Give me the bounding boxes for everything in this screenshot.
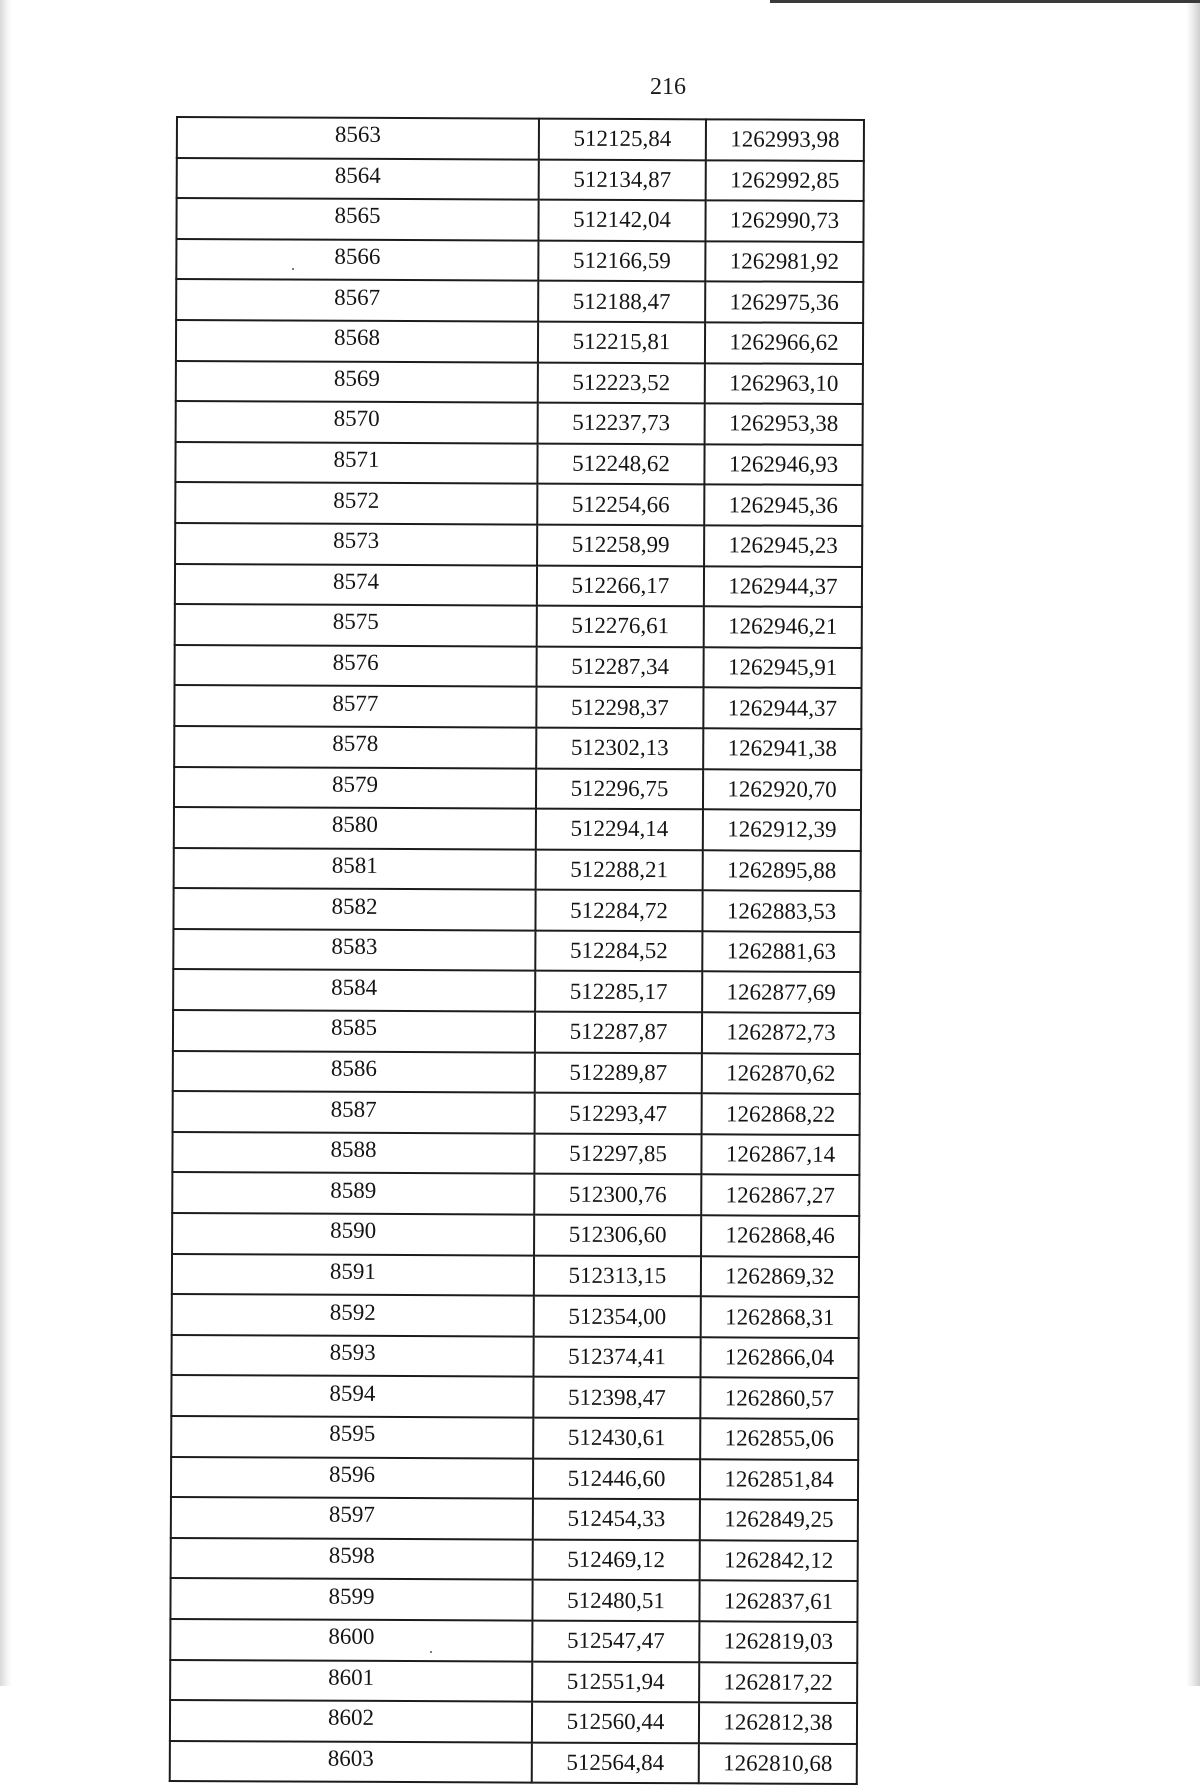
table-row <box>173 1091 860 1135</box>
table-row <box>176 320 863 364</box>
point-number-cell: 8590 <box>172 1213 534 1255</box>
point-number-cell: 8598 <box>171 1538 533 1580</box>
table-row <box>170 1741 857 1785</box>
x-coordinate-cell: 512285,17 <box>535 971 702 1012</box>
table-row <box>170 1619 857 1663</box>
x-coordinate-cell: 512297,85 <box>534 1133 701 1174</box>
table-row <box>174 848 861 892</box>
point-number-cell: 8565 <box>176 198 538 240</box>
y-coordinate-cell: 1262975,36 <box>705 282 863 323</box>
x-coordinate-cell: 512430,61 <box>533 1418 700 1459</box>
y-coordinate-cell: 1262945,91 <box>704 647 862 688</box>
x-coordinate-cell: 512134,87 <box>539 159 706 200</box>
table-row <box>174 766 861 810</box>
y-coordinate-cell: 1262953,38 <box>705 403 863 444</box>
x-coordinate-cell: 512294,14 <box>536 809 703 850</box>
x-coordinate-cell: 512142,04 <box>538 200 705 241</box>
point-number-cell: 8600 <box>170 1619 532 1661</box>
point-number-cell: 8575 <box>175 604 537 646</box>
point-number-cell: 8567 <box>176 279 538 321</box>
table-row <box>172 1254 859 1298</box>
point-number-cell: 8577 <box>174 685 536 727</box>
x-coordinate-cell: 512480,51 <box>532 1580 699 1621</box>
x-coordinate-cell: 512547,47 <box>532 1621 699 1662</box>
y-coordinate-cell: 1262842,12 <box>700 1540 858 1581</box>
x-coordinate-cell: 512215,81 <box>538 322 705 363</box>
table-row <box>176 401 863 445</box>
x-coordinate-cell: 512293,47 <box>535 1093 702 1134</box>
point-number-cell: 8587 <box>173 1091 535 1133</box>
x-coordinate-cell: 512551,94 <box>532 1661 699 1702</box>
x-coordinate-cell: 512300,76 <box>534 1174 701 1215</box>
y-coordinate-cell: 1262860,57 <box>700 1378 858 1419</box>
point-number-cell: 8584 <box>173 969 535 1011</box>
table-row <box>172 1172 859 1216</box>
point-number-cell: 8583 <box>173 929 535 971</box>
point-number-cell: 8588 <box>172 1132 534 1174</box>
x-coordinate-cell: 512254,66 <box>537 484 704 525</box>
y-coordinate-cell: 1262881,63 <box>702 931 860 972</box>
point-number-cell: 8582 <box>173 888 535 930</box>
table-row <box>176 279 863 323</box>
y-coordinate-cell: 1262855,06 <box>700 1418 858 1459</box>
table-row <box>177 158 864 202</box>
table-row <box>172 1335 859 1379</box>
table-row <box>172 1213 859 1257</box>
x-coordinate-cell: 512296,75 <box>536 768 703 809</box>
x-coordinate-cell: 512284,72 <box>535 890 702 931</box>
table-row <box>171 1416 858 1460</box>
point-number-cell: 8579 <box>174 766 536 808</box>
point-number-cell: 8578 <box>174 726 536 768</box>
x-coordinate-cell: 512166,59 <box>538 240 705 281</box>
point-number-cell: 8594 <box>171 1375 533 1417</box>
y-coordinate-cell: 1262868,46 <box>701 1215 859 1256</box>
x-coordinate-cell: 512248,62 <box>537 443 704 484</box>
x-coordinate-cell: 512313,15 <box>534 1255 701 1296</box>
y-coordinate-cell: 1262877,69 <box>702 972 860 1013</box>
x-coordinate-cell: 512446,60 <box>533 1458 700 1499</box>
coordinates-table <box>169 116 865 1785</box>
y-coordinate-cell: 1262810,68 <box>699 1743 857 1784</box>
y-coordinate-cell: 1262963,10 <box>705 363 863 404</box>
y-coordinate-cell: 1262992,85 <box>706 160 864 201</box>
table-row <box>175 604 862 648</box>
table-row <box>171 1457 858 1501</box>
y-coordinate-cell: 1262868,22 <box>702 1094 860 1135</box>
point-number-cell: 8573 <box>175 523 537 565</box>
y-coordinate-cell: 1262920,70 <box>703 769 861 810</box>
x-coordinate-cell: 512454,33 <box>533 1499 700 1540</box>
point-number-cell: 8564 <box>177 158 539 200</box>
x-coordinate-cell: 512287,34 <box>537 646 704 687</box>
table-row <box>171 1497 858 1541</box>
x-coordinate-cell: 512287,87 <box>535 1012 702 1053</box>
y-coordinate-cell: 1262966,62 <box>705 322 863 363</box>
table-row <box>175 442 862 486</box>
scan-edge-left <box>0 0 12 1686</box>
y-coordinate-cell: 1262867,27 <box>701 1175 859 1216</box>
y-coordinate-cell: 1262945,23 <box>704 525 862 566</box>
x-coordinate-cell: 512188,47 <box>538 281 705 322</box>
table-row <box>174 726 861 770</box>
y-coordinate-cell: 1262819,03 <box>699 1621 857 1662</box>
table-row <box>175 482 862 526</box>
point-number-cell: 8592 <box>172 1294 534 1336</box>
point-number-cell: 8589 <box>172 1172 534 1214</box>
x-coordinate-cell: 512276,61 <box>537 606 704 647</box>
x-coordinate-cell: 512223,52 <box>538 362 705 403</box>
point-number-cell: 8574 <box>175 564 537 606</box>
y-coordinate-cell: 1262837,61 <box>699 1581 857 1622</box>
x-coordinate-cell: 512298,37 <box>536 687 703 728</box>
x-coordinate-cell: 512306,60 <box>534 1215 701 1256</box>
point-number-cell: 8603 <box>170 1741 532 1783</box>
y-coordinate-cell: 1262812,38 <box>699 1702 857 1743</box>
y-coordinate-cell: 1262872,73 <box>702 1012 860 1053</box>
x-coordinate-cell: 512237,73 <box>538 403 705 444</box>
table-row <box>170 1660 857 1704</box>
scan-edge-right <box>1186 0 1200 1686</box>
scan-speck <box>292 268 294 270</box>
point-number-cell: 8563 <box>177 117 539 159</box>
table-row <box>173 1051 860 1095</box>
table-row <box>174 685 861 729</box>
x-coordinate-cell: 512302,13 <box>536 727 703 768</box>
point-number-cell: 8569 <box>176 361 538 403</box>
point-number-cell: 8576 <box>175 645 537 687</box>
point-number-cell: 8593 <box>172 1335 534 1377</box>
table-row <box>171 1538 858 1582</box>
coordinates-table-wrap <box>169 116 865 1785</box>
point-number-cell: 8596 <box>171 1457 533 1499</box>
table-row <box>175 523 862 567</box>
y-coordinate-cell: 1262883,53 <box>702 891 860 932</box>
y-coordinate-cell: 1262912,39 <box>703 809 861 850</box>
y-coordinate-cell: 1262946,21 <box>704 606 862 647</box>
x-coordinate-cell: 512564,84 <box>532 1742 699 1783</box>
point-number-cell: 8581 <box>174 848 536 890</box>
scan-edge-top <box>770 0 1200 3</box>
table-row <box>177 117 864 161</box>
point-number-cell: 8570 <box>176 401 538 443</box>
y-coordinate-cell: 1262868,31 <box>701 1297 859 1338</box>
x-coordinate-cell: 512125,84 <box>539 119 706 160</box>
point-number-cell: 8568 <box>176 320 538 362</box>
point-number-cell: 8595 <box>171 1416 533 1458</box>
point-number-cell: 8571 <box>175 442 537 484</box>
table-row <box>175 564 862 608</box>
table-row <box>174 807 861 851</box>
x-coordinate-cell: 512284,52 <box>535 930 702 971</box>
table-row <box>173 969 860 1013</box>
y-coordinate-cell: 1262981,92 <box>705 241 863 282</box>
point-number-cell: 8597 <box>171 1497 533 1539</box>
y-coordinate-cell: 1262870,62 <box>702 1053 860 1094</box>
table-row <box>176 361 863 405</box>
y-coordinate-cell: 1262867,14 <box>701 1134 859 1175</box>
y-coordinate-cell: 1262990,73 <box>705 200 863 241</box>
x-coordinate-cell: 512258,99 <box>537 525 704 566</box>
point-number-cell: 8586 <box>173 1051 535 1093</box>
table-row <box>175 645 862 689</box>
table-row <box>176 198 863 242</box>
point-number-cell: 8601 <box>170 1660 532 1702</box>
x-coordinate-cell: 512560,44 <box>532 1702 699 1743</box>
y-coordinate-cell: 1262851,84 <box>700 1459 858 1500</box>
x-coordinate-cell: 512374,41 <box>534 1336 701 1377</box>
y-coordinate-cell: 1262946,93 <box>704 444 862 485</box>
y-coordinate-cell: 1262866,04 <box>700 1337 858 1378</box>
y-coordinate-cell: 1262941,38 <box>703 728 861 769</box>
y-coordinate-cell: 1262869,32 <box>701 1256 859 1297</box>
table-row <box>173 1010 860 1054</box>
x-coordinate-cell: 512266,17 <box>537 565 704 606</box>
x-coordinate-cell: 512354,00 <box>534 1296 701 1337</box>
point-number-cell: 8580 <box>174 807 536 849</box>
y-coordinate-cell: 1262944,37 <box>703 688 861 729</box>
y-coordinate-cell: 1262945,36 <box>704 485 862 526</box>
point-number-cell: 8602 <box>170 1700 532 1742</box>
y-coordinate-cell: 1262944,37 <box>704 566 862 607</box>
table-row <box>171 1375 858 1419</box>
point-number-cell: 8566 <box>176 239 538 281</box>
point-number-cell: 8591 <box>172 1254 534 1296</box>
table-row <box>176 239 863 283</box>
point-number-cell: 8585 <box>173 1010 535 1052</box>
page-number: 216 <box>650 74 686 100</box>
x-coordinate-cell: 512469,12 <box>533 1539 700 1580</box>
table-row <box>173 929 860 973</box>
table-row <box>170 1578 857 1622</box>
x-coordinate-cell: 512398,47 <box>533 1377 700 1418</box>
y-coordinate-cell: 1262993,98 <box>706 119 864 160</box>
point-number-cell: 8572 <box>175 482 537 524</box>
x-coordinate-cell: 512289,87 <box>535 1052 702 1093</box>
table-row <box>172 1132 859 1176</box>
table-row <box>173 888 860 932</box>
scan-speck <box>430 1651 432 1653</box>
y-coordinate-cell: 1262895,88 <box>703 850 861 891</box>
y-coordinate-cell: 1262817,22 <box>699 1662 857 1703</box>
table-row <box>170 1700 857 1744</box>
y-coordinate-cell: 1262849,25 <box>700 1499 858 1540</box>
point-number-cell: 8599 <box>170 1578 532 1620</box>
x-coordinate-cell: 512288,21 <box>536 849 703 890</box>
table-row <box>172 1294 859 1338</box>
coordinates-table-body <box>170 117 864 1784</box>
